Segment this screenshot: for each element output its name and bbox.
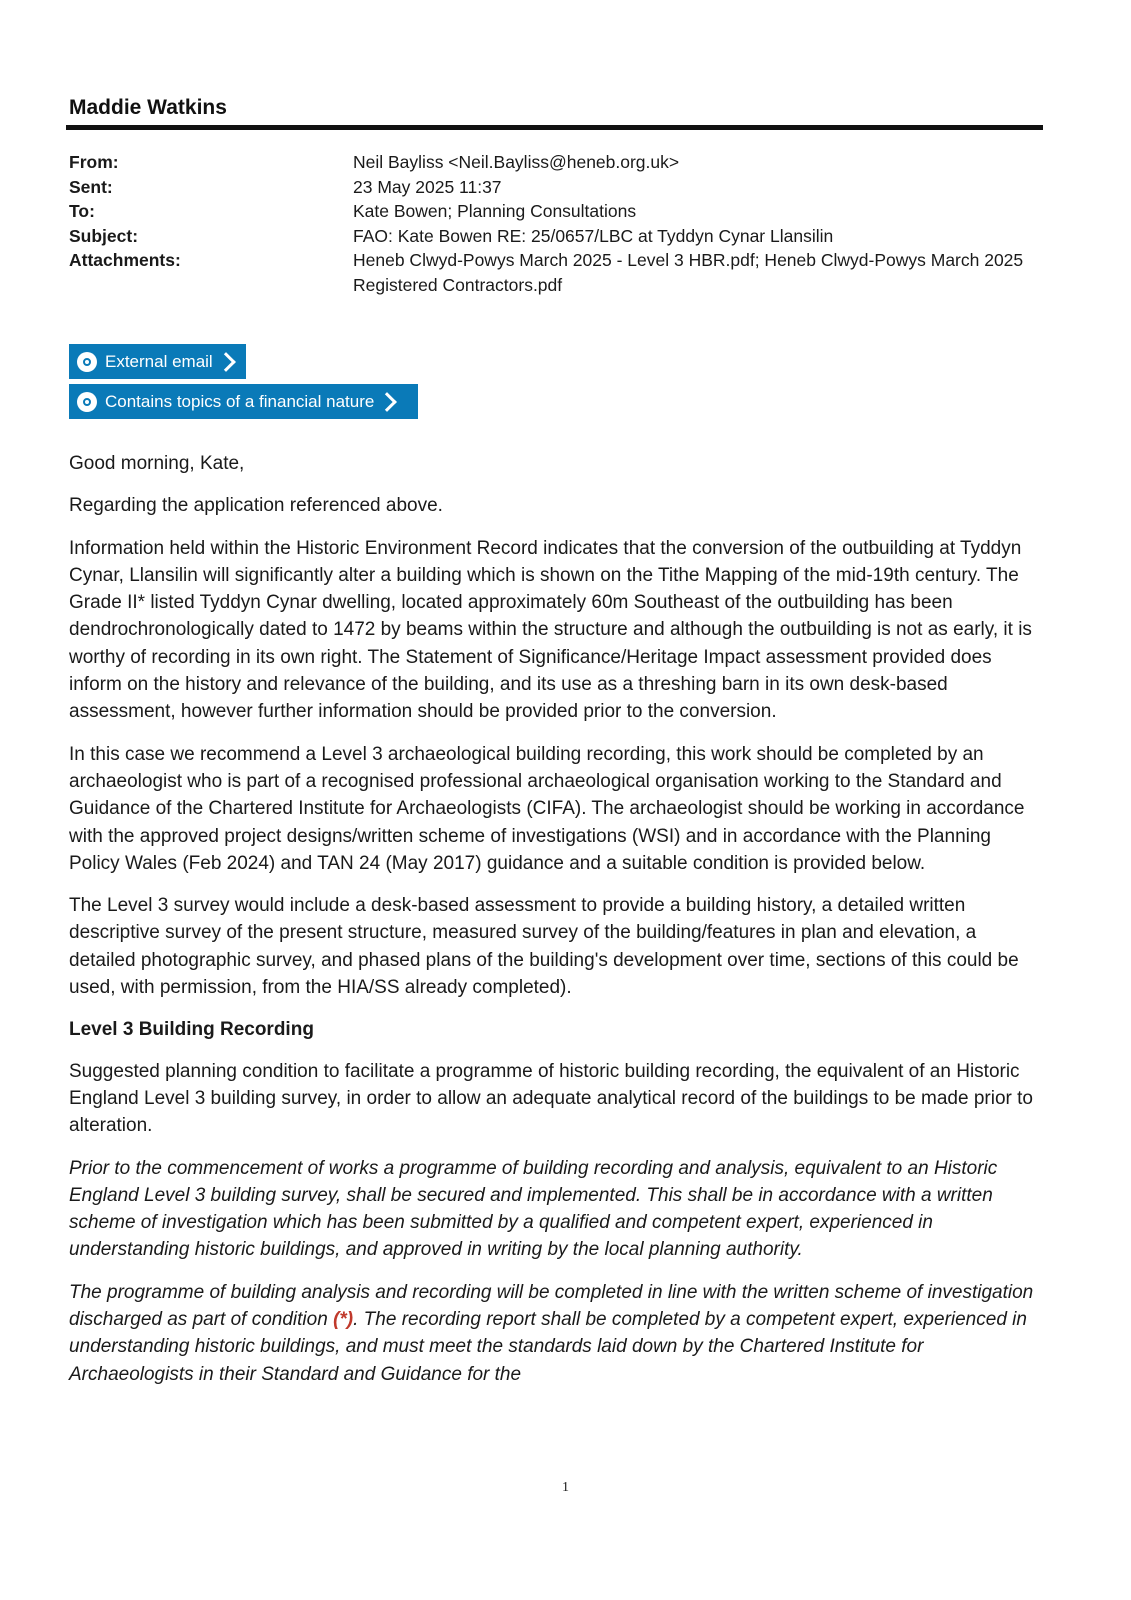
attachments-label: Attachments:	[69, 250, 181, 270]
condition-reference: (*)	[333, 1309, 354, 1331]
attachments-value: Heneb Clwyd-Powys March 2025 - Level 3 HBR.pdf; Heneb Clwyd-Powys March 2025 Registered Contractors.pdf	[353, 250, 1024, 295]
from-label: From:	[69, 152, 119, 172]
condition-text-b: . The recording report shall be completed by a competent expert, experienced in understanding historic buildings, and must meet the standards laid down by the Chartered Institute for Archaeologists in their Standard and Guidance for the	[69, 1309, 1027, 1385]
paragraph-3: In this case we recommend a Level 3 archaeological building recording, this work should be completed by an archaeologist who is part of a recognised professional archaeological organisation working to the Standard and Guidance of the Chartered Institute for Archaeologists (CIFA). The archaeologist should be working in accordance with the approved project designs/written scheme of investigations (WSI) and in accordance with the Planning Policy Wales (Feb 2024) and TAN 24 (May 2017) guidance and a suitable condition is provided below.	[69, 743, 1025, 874]
to-value: Kate Bowen; Planning Consultations	[353, 201, 637, 221]
paragraph-1: Regarding the application referenced above.	[69, 495, 443, 517]
condition-text-a: The programme of building analysis and recording will be completed in line with the written scheme of investigation discharged as part of condition	[69, 1281, 1034, 1331]
from-value: Neil Bayliss <Neil.Bayliss@heneb.org.uk>	[353, 152, 680, 172]
sent-value: 23 May 2025 11:37	[353, 176, 502, 197]
email-headers	[69, 150, 1029, 297]
paragraph-4: The Level 3 survey would include a desk-based assessment to provide a building history, a detailed written descriptive survey of the present structure, measured survey of the building/features in plan and elevation, a detailed photographic survey, and phased plans of the building's development over time, sections of this could be used, with permission, from the HIA/SS already completed).	[69, 895, 1019, 999]
to-row	[69, 199, 1029, 224]
to-label: To:	[69, 201, 95, 221]
email-body	[69, 450, 1041, 1403]
paragraph-2: Information held within the Historic Environment Record indicates that the conversion of the outbuilding at Tyddyn Cynar, Llansilin will significantly alter a building which is shown on the Tithe Mapping of the mid-19th century. The Grade II* listed Tyddyn Cynar dwelling, located approximately 60m Southeast of the outbuilding has been dendrochronologically dated to 1472 by beams within the structure and although the outbuilding is not as early, it is worthy of recording in its own right. The Statement of Significance/Heritage Impact assessment provided does inform on the history and relevance of the building, and its use as a threshing barn in its own desk-based assessment, however further information should be provided prior to the conversion.	[69, 537, 1032, 723]
page-number: 1	[562, 1480, 569, 1495]
condition-paragraph-2	[69, 1279, 1041, 1388]
condition-paragraph-1: Prior to the commencement of works a programme of building recording and analysis, equivalent to an Historic England Level 3 building survey, shall be secured and implemented. This shall be in accordance with a written scheme of investigation which has been submitted by a qualified and competent expert, experienced in understanding historic buildings, and approved in writing by the local planning authority.	[69, 1157, 998, 1261]
attachments-row	[69, 248, 1029, 297]
warning-shield-icon	[77, 392, 97, 412]
from-row	[69, 150, 1029, 175]
warning-shield-icon	[77, 352, 97, 372]
subject-value: FAO: Kate Bowen RE: 25/0657/LBC at Tyddyn Cynar Llansilin	[353, 225, 834, 246]
chevron-right-icon	[377, 392, 397, 412]
subject-label: Subject:	[69, 225, 139, 246]
greeting: Good morning, Kate,	[69, 453, 245, 474]
mailbox-owner-name: Maddie Watkins	[69, 96, 227, 119]
sent-label: Sent:	[69, 176, 113, 197]
external-email-label: External email	[105, 351, 213, 371]
header-divider	[66, 125, 1043, 130]
paragraph-5: Suggested planning condition to facilitate a programme of historic building recording, the equivalent of an Historic England Level 3 building survey, in order to allow an adequate analytical record of the buildings to be made prior to alteration.	[69, 1060, 1033, 1137]
section-heading: Level 3 Building Recording	[69, 1019, 314, 1041]
subject-row	[69, 224, 1029, 249]
financial-topic-banner[interactable]	[69, 384, 418, 419]
financial-topic-label: Contains topics of a financial nature	[105, 391, 375, 411]
external-email-banner[interactable]	[69, 344, 246, 379]
sent-row	[69, 175, 1029, 200]
chevron-right-icon	[216, 352, 236, 372]
